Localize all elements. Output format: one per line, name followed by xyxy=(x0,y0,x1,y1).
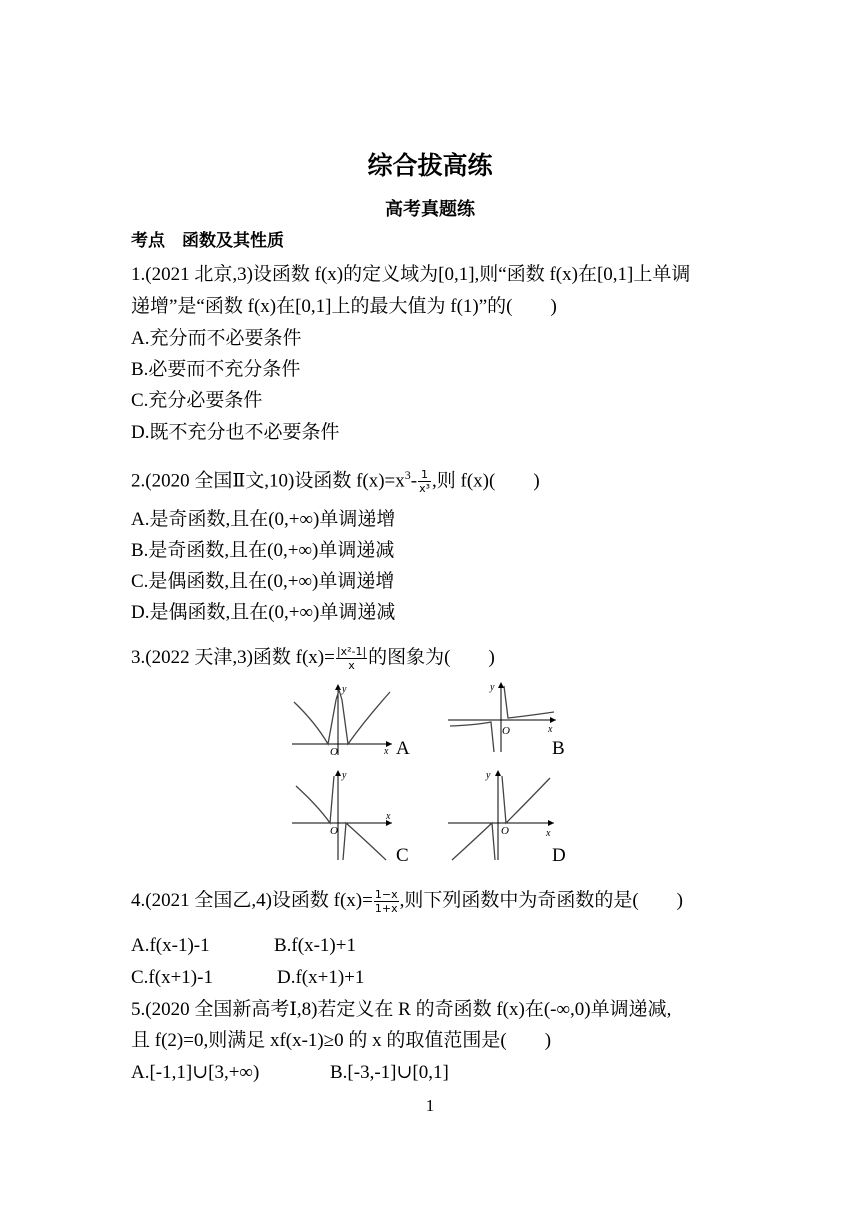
q1-line2: 递增”是“函数 f(x)在[0,1]上的最大值为 f(1)”的( ) xyxy=(131,296,557,317)
q1-option-c: C.充分必要条件 xyxy=(131,390,263,411)
q1-option-b: B.必要而不充分条件 xyxy=(131,359,301,380)
q2-prefix: 2.(2020 全国Ⅱ文,10)设函数 f(x)=x xyxy=(131,470,405,492)
q2-option-d: D.是偶函数,且在(0,+∞)单调递减 xyxy=(131,602,396,623)
q2-frac-den: x³ xyxy=(419,482,431,496)
q3-frac-num: |x²-1| xyxy=(336,645,367,659)
graph-b-label: B xyxy=(552,738,565,759)
graph-d-x-label: x xyxy=(546,828,551,839)
q1-option-d: D.既不充分也不必要条件 xyxy=(131,422,340,443)
q5-line1: 5.(2020 全国新高考Ⅰ,8)若定义在 R 的奇函数 f(x)在(-∞,0)单调递减, xyxy=(131,999,672,1020)
q5-line2: 且 f(2)=0,则满足 xf(x-1)≥0 的 x 的取值范围是( ) xyxy=(131,1030,552,1051)
q4-option-c: C.f(x+1)-1 xyxy=(131,967,213,988)
graph-c-y-label: y xyxy=(342,770,347,781)
q4-frac-den: 1+x xyxy=(374,902,398,916)
q5-option-a: A.[-1,1]∪[3,+∞) xyxy=(131,1062,260,1083)
graph-b xyxy=(446,680,561,755)
graph-a-x-label: x xyxy=(384,746,389,757)
q1-line1: 1.(2021 北京,3)设函数 f(x)的定义域为[0,1],则“函数 f(x)在[0,1]上单调 xyxy=(131,264,691,285)
graph-d-label: D xyxy=(552,845,566,866)
graph-a-origin: O xyxy=(330,746,338,757)
q4-option-a: A.f(x-1)-1 xyxy=(131,935,210,956)
q3-fraction xyxy=(336,645,367,672)
page-title: 综合拔高练 xyxy=(367,151,493,180)
q4-option-d: D.f(x+1)+1 xyxy=(277,967,365,988)
q3-stem xyxy=(131,645,495,672)
graph-b-y-label: y xyxy=(490,682,495,693)
q4-suffix: ,则下列函数中为奇函数的是( ) xyxy=(399,890,683,911)
topic-heading: 考点 函数及其性质 xyxy=(131,231,284,251)
q2-exponent: 3 xyxy=(404,468,411,482)
q4-option-b: B.f(x-1)+1 xyxy=(274,935,356,956)
graph-d-origin: O xyxy=(501,825,509,837)
q2-option-a: A.是奇函数,且在(0,+∞)单调递增 xyxy=(131,509,396,530)
q2-option-b: B.是奇函数,且在(0,+∞)单调递减 xyxy=(131,540,395,561)
q2-suffix: ,则 f(x)( ) xyxy=(432,470,540,492)
q2-fraction xyxy=(418,468,431,495)
q2-frac-num: 1 xyxy=(418,468,431,482)
graph-b-origin: O xyxy=(502,725,510,737)
page-subtitle: 高考真题练 xyxy=(385,199,475,220)
graph-d-y-label: y xyxy=(486,770,491,781)
graph-b-x-label: x xyxy=(548,724,553,735)
page-number: 1 xyxy=(425,1096,435,1115)
graph-c-x-label: x xyxy=(386,811,391,822)
q4-stem xyxy=(131,888,683,915)
q4-prefix: 4.(2021 全国乙,4)设函数 f(x)= xyxy=(131,890,373,911)
q3-suffix: 的图象为( ) xyxy=(368,647,495,668)
q2-stem xyxy=(131,462,540,495)
q3-prefix: 3.(2022 天津,3)函数 f(x)= xyxy=(131,647,335,668)
graph-c-origin: O xyxy=(330,825,338,837)
graph-a-y-label: y xyxy=(342,684,347,695)
q1-option-a: A.充分而不必要条件 xyxy=(131,328,302,349)
q2-option-c: C.是偶函数,且在(0,+∞)单调递增 xyxy=(131,571,395,592)
q4-frac-num: 1−x xyxy=(374,888,398,902)
graph-a-label: A xyxy=(396,738,410,759)
q4-fraction xyxy=(374,888,399,915)
q2-minus: - xyxy=(410,470,418,492)
graph-d xyxy=(446,768,561,863)
graph-c-label: C xyxy=(396,845,409,866)
q5-option-b: B.[-3,-1]∪[0,1] xyxy=(330,1062,449,1083)
graph-a xyxy=(290,682,400,757)
graph-c xyxy=(290,768,400,863)
q3-frac-den: x xyxy=(348,659,355,673)
